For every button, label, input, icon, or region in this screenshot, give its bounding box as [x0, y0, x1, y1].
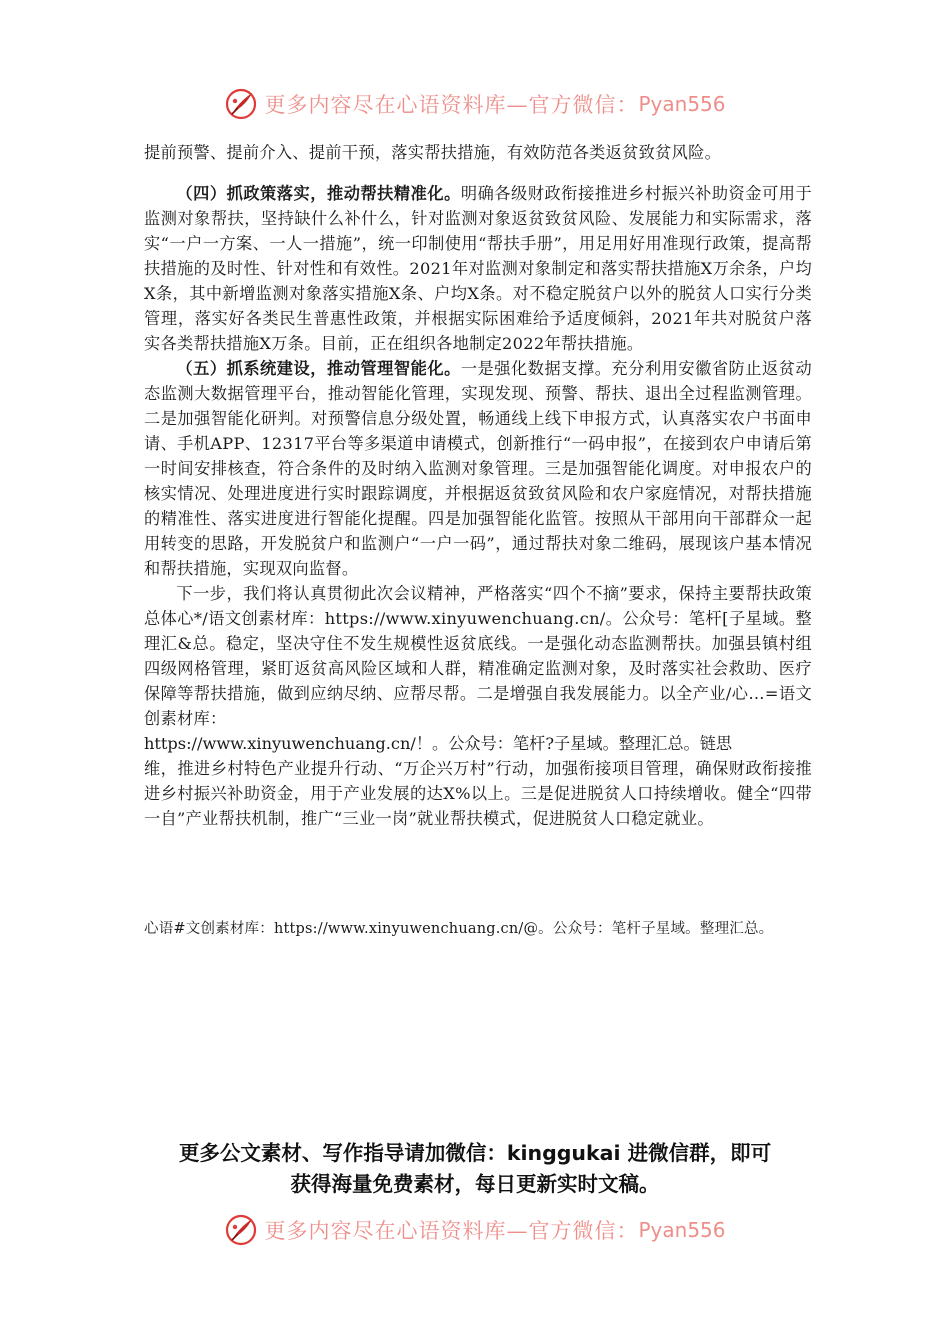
- paragraph-4: [144, 581, 812, 831]
- paragraph-3: [144, 356, 812, 581]
- section-five-text: 一是强化数据支撑。充分利用安徽省防止返贫动态监测大数据管理平台，推动智能化管理，实现发现、预警、帮扶、退出全过程监测管理。二是加强智能化研判。对预警信息分级处置，畅通线上线下申报方式，认真落实农户书面申请、手机APP、12317平台等多渠道申请模式，创新推行“一码申报”，在接到农户申请后第一时间安排核查，符合条件的及时纳入监测对象管理。三是加强智能化调度。对申报农户的核实情况、处理进度进行实时跟踪调度，并根据返贫致贫风险和农户家庭情况，对帮扶措施的精准性、落实进度进行智能化提醒。四是加强智能化监管。按照从干部用向干部群众一起用转变的思路，开发脱贫户和监测户“一户一码”，通过帮扶对象二维码，展现该户基本情况和帮扶措施，实现双向监督。: [144, 359, 812, 578]
- promo-line-2: 获得海量免费素材，每日更新实时文稿。: [290, 1172, 660, 1196]
- watermark-text: 更多内容尽在心语资料库—官方微信：: [264, 1219, 639, 1243]
- source-note: 心语#文创素材库：https://www.xinyuwenchuang.cn/@。公众号：笔杆子星域。整理汇总。: [144, 921, 774, 937]
- promo-block: [0, 1138, 950, 1200]
- next-step-url-line: https://www.xinyuwenchuang.cn/！。公众号：笔杆?子星域。整理汇总。链思: [144, 734, 733, 753]
- watermark-text: 更多内容尽在心语资料库—官方微信：: [264, 93, 639, 117]
- watermark-handle: Pyan556: [638, 1218, 726, 1242]
- watermark-footer: [0, 1210, 950, 1250]
- next-step-text-b: 维，推进乡村特色产业提升行动、“万企兴万村”行动，加强衔接项目管理，确保财政衔接推进乡村振兴补助资金，用于产业发展的达X%以上。三是促进脱贫人口持续增收。健全“四带一自”产业帮扶机制，推广“三业一岗”就业帮扶模式，促进脱贫人口稳定就业。: [144, 759, 812, 828]
- quill-logo-icon: [224, 87, 258, 121]
- quill-logo-icon: [224, 1213, 258, 1247]
- watermark-handle: Pyan556: [638, 92, 726, 116]
- document-body: [144, 140, 812, 831]
- watermark-header: [0, 84, 950, 124]
- paragraph-2: [144, 181, 812, 356]
- section-five-heading: （五）抓系统建设，推动管理智能化。: [176, 359, 461, 378]
- section-four-heading: （四）抓政策落实，推动帮扶精准化。: [176, 184, 461, 203]
- next-step-text-a: 下一步，我们将认真贯彻此次会议精神，严格落实“四个不摘”要求，保持主要帮扶政策总体心*/语文创素材库：https://www.xinyuwenchuang.cn/。公众号：笔杆[子星域。整理汇&总。稳定，坚决守住不发生规模性返贫底线。一是强化动态监测帮扶。加强县镇村组四级网格管理，紧盯返贫高风险区域和人群，精准确定监测对象，及时落实社会救助、医疗保障等帮扶措施，做到应纳尽纳、应帮尽帮。二是增强自我发展能力。以全产业/心…=语文创素材库：: [144, 584, 812, 728]
- promo-line-1: 更多公文素材、写作指导请加微信：kinggukai 进微信群，即可: [178, 1141, 772, 1165]
- paragraph-1: 提前预警、提前介入、提前干预，落实帮扶措施，有效防范各类返贫致贫风险。: [144, 143, 722, 162]
- section-four-text: 明确各级财政衔接推进乡村振兴补助资金可用于监测对象帮扶，坚持缺什么补什么，针对监测对象返贫致贫风险、发展能力和实际需求，落实“一户一方案、一人一措施”，统一印制使用“帮扶手册”，用足用好用准现行政策，提高帮扶措施的及时性、针对性和有效性。2021年对监测对象制定和落实帮扶措施X万余条，户均X条，其中新增监测对象落实措施X条、户均X条。对不稳定脱贫户以外的脱贫人口实行分类管理，落实好各类民生普惠性政策，并根据实际困难给予适度倾斜，2021年共对脱贫户落实各类帮扶措施X万条。目前，正在组织各地制定2022年帮扶措施。: [144, 184, 812, 353]
